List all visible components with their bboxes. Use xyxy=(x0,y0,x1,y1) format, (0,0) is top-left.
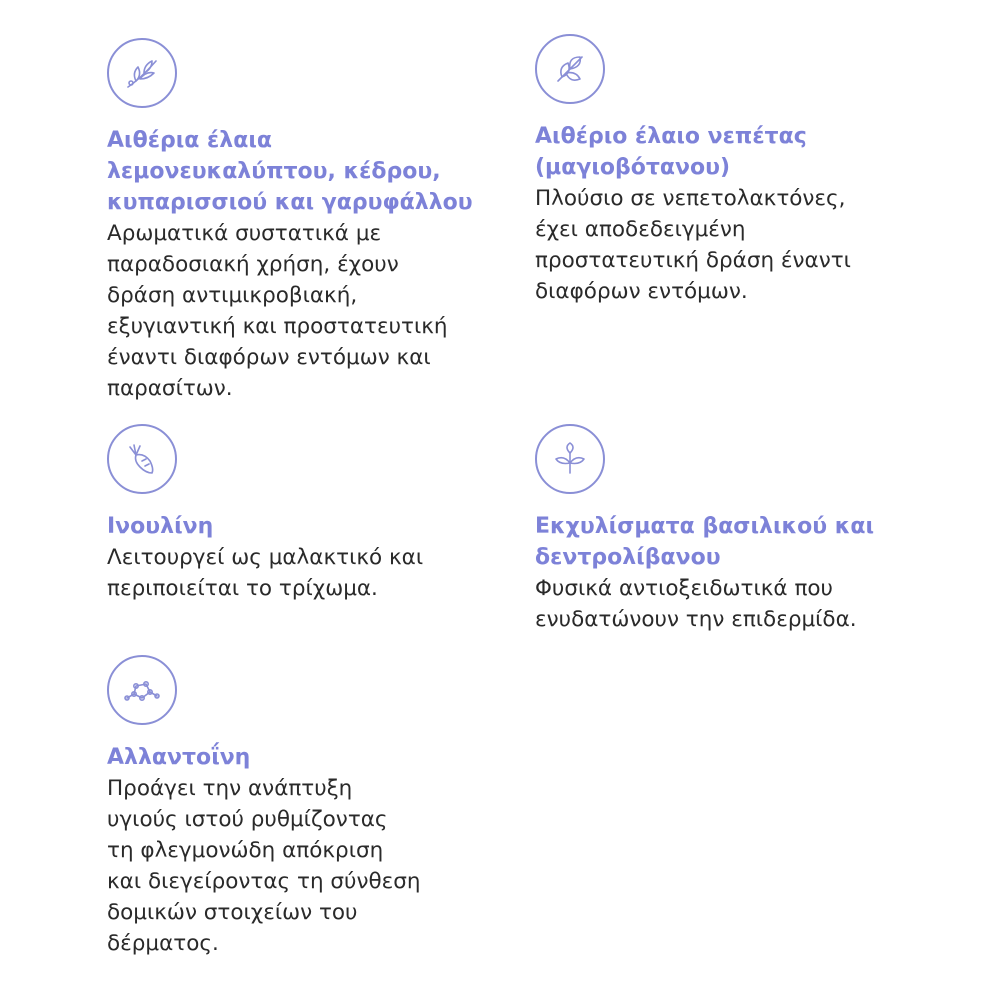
ingredient-description: Αρωματικά συστατικά με παραδοσιακή χρήση, έχουν δράση αντιμικροβιακή, εξυγιαντική και προστατευτική έναντι διαφόρων εντόμων και παρασίτων. xyxy=(107,221,448,401)
ingredient-card-allantoin xyxy=(107,655,507,959)
ingredient-card-inulin xyxy=(107,424,507,604)
molecule-icon xyxy=(107,655,177,725)
ingredient-title: Ινουλίνη xyxy=(107,514,214,539)
ingredient-description: Λειτουργεί ως μαλακτικό και περιποιείται το τρίχωμα. xyxy=(107,545,424,601)
eucalyptus-branch-icon xyxy=(107,38,177,108)
ingredient-description: Πλούσιο σε νεπετολακτόνες, έχει αποδεδειγμένη προστατευτική δράση έναντι διαφόρων εντόμων. xyxy=(535,186,851,304)
ingredient-title: Αιθέρια έλαια λεμονευκαλύπτου, κέδρου, κυπαρισσιού και γαρυφάλλου xyxy=(107,128,473,215)
chicory-root-icon xyxy=(107,424,177,494)
ingredient-card-basil-rosemary xyxy=(535,424,935,635)
ingredient-description: Φυσικά αντιοξειδωτικά που ενυδατώνουν την επιδερμίδα. xyxy=(535,576,857,632)
catnip-leaves-icon xyxy=(535,34,605,104)
ingredient-title: Αλλαντοΐνη xyxy=(107,745,251,770)
ingredient-description: Προάγει την ανάπτυξη υγιούς ιστού ρυθμίζοντας τη φλεγμονώδη απόκριση και διεγείροντας τη σύνθεση δομικών στοιχείων του δέρματος. xyxy=(107,776,421,956)
ingredient-card-essential-oils xyxy=(107,38,507,404)
ingredient-title: Εκχυλίσματα βασιλικού και δεντρολίβανου xyxy=(535,514,875,570)
ingredient-title: Αιθέριο έλαιο νεπέτας (μαγιοβότανου) xyxy=(535,124,807,180)
ingredient-card-catnip-oil xyxy=(535,34,935,307)
basil-leaves-icon xyxy=(535,424,605,494)
